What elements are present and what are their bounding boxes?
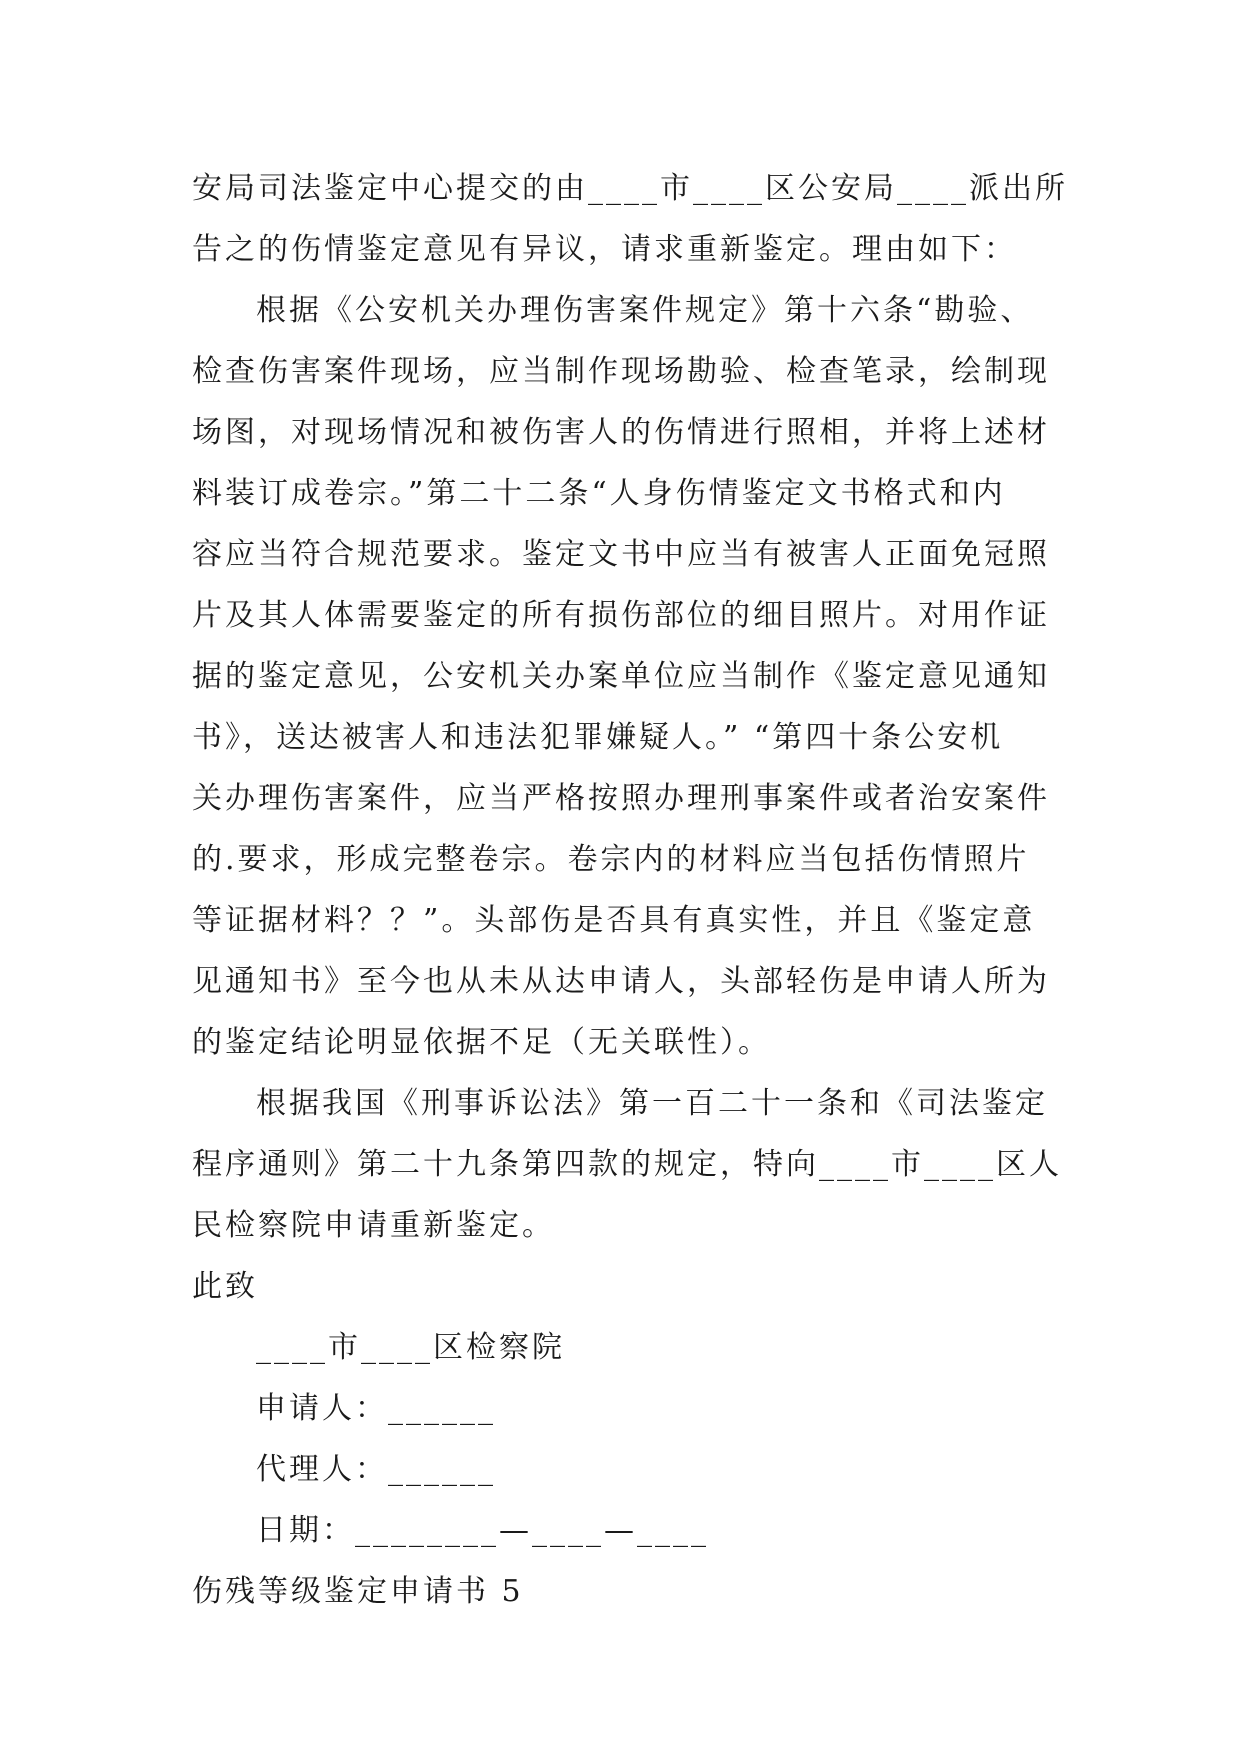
text-line: 片及其人体需要鉴定的所有损伤部位的细目照片。对用作证 [192, 598, 1050, 633]
agent-line: 代理人：______ [256, 1452, 496, 1487]
text-line: 场图，对现场情况和被伤害人的伤情进行照相，并将上述材 [192, 415, 1050, 450]
salutation: 此致 [192, 1269, 258, 1304]
text-line: 关办理伤害案件，应当严格按照办理刑事案件或者治安案件 [192, 781, 1050, 816]
paragraph-3 [192, 1073, 1072, 1256]
text-line: 民检察院申请重新鉴定。 [192, 1208, 555, 1243]
recipient-line: ____市____区检察院 [256, 1330, 565, 1365]
text-line: 见通知书》至今也从未从达申请人，头部轻伤是申请人所为 [192, 964, 1050, 999]
text-line: 的鉴定结论明显依据不足（无关联性）。 [192, 1025, 771, 1060]
text-line: 等证据材料？？”。头部伤是否具有真实性，并且《鉴定意 [192, 903, 1036, 938]
text-line: 容应当符合规范要求。鉴定文书中应当有被害人正面免冠照 [192, 537, 1050, 572]
date-line: 日期：________—____—____ [256, 1513, 709, 1548]
next-section-heading: 伤残等级鉴定申请书 5 [192, 1574, 524, 1609]
text-line: 程序通则》第二十九条第四款的规定，特向____市____区人 [192, 1147, 1062, 1182]
text-line: 安局司法鉴定中心提交的由____市____区公安局____派出所 [192, 171, 1068, 206]
text-line: 根据《公安机关办理伤害案件规定》第十六条“勘验、 [256, 293, 1034, 328]
text-line: 据的鉴定意见，公安机关办案单位应当制作《鉴定意见通知 [192, 659, 1050, 694]
applicant-line: 申请人：______ [256, 1391, 496, 1426]
text-line: 告之的伤情鉴定意见有异议，请求重新鉴定。理由如下： [192, 232, 1017, 267]
text-line: 检查伤害案件现场，应当制作现场勘验、检查笔录，绘制现 [192, 354, 1050, 389]
signature-block [192, 1317, 1072, 1561]
text-line: 的.要求，形成完整卷宗。卷宗内的材料应当包括伤情照片 [192, 842, 1030, 877]
paragraph-1 [192, 158, 1072, 280]
document-body [192, 158, 1072, 1622]
paragraph-2 [192, 280, 1072, 1073]
text-line: 料装订成卷宗。”第二十二条“人身伤情鉴定文书格式和内 [192, 476, 1006, 511]
text-line: 根据我国《刑事诉讼法》第一百二十一条和《司法鉴定 [256, 1086, 1048, 1121]
text-line: 书》，送达被害人和违法犯罪嫌疑人。” “第四十条公安机 [192, 720, 1004, 755]
